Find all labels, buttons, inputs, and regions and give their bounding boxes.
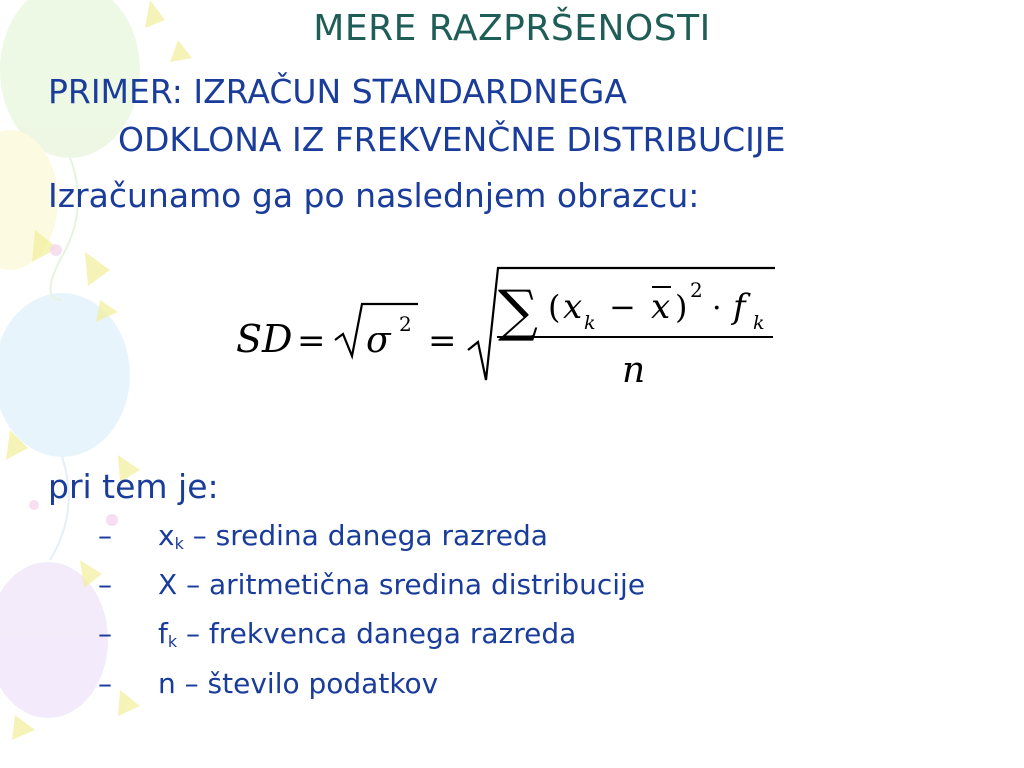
definition-symbol: x	[158, 519, 175, 552]
list-dash: –	[98, 667, 112, 700]
definition-symbol: X	[158, 568, 178, 601]
formula-minus: −	[609, 288, 636, 326]
formula-sigma-exponent: 2	[399, 312, 412, 336]
formula-square-exponent: 2	[690, 278, 703, 302]
formula-sigma: σ	[366, 320, 391, 361]
lead-text: Izračunamo ga po naslednjem obrazcu:	[48, 176, 700, 215]
heading-line-1: PRIMER: IZRAČUN STANDARDNEGA	[48, 72, 627, 111]
definition-text: – sredina danega razreda	[183, 519, 548, 552]
formula-dot: ·	[712, 291, 722, 326]
formula-sum: ∑	[498, 279, 538, 344]
slide-title: MERE RAZPRŠENOSTI	[313, 8, 711, 49]
formula-f-subscript: k	[753, 312, 765, 334]
formula-equals: =	[297, 321, 326, 361]
definition-text: – aritmetična sredina distribucije	[177, 568, 646, 601]
definition-subscript: k	[174, 534, 184, 553]
definition-text: – število podatkov	[175, 667, 439, 700]
formula-denominator: n	[622, 350, 646, 391]
formula-f: f	[733, 287, 746, 327]
formula-x-bar: x	[651, 287, 671, 327]
list-dash: –	[98, 519, 112, 552]
heading-line-2: ODKLONA IZ FREKVENČNE DISTRIBUCIJE	[118, 120, 786, 159]
formula-lhs: SD	[236, 317, 293, 361]
list-dash: –	[98, 568, 112, 601]
list-dash: –	[98, 617, 112, 650]
formula-close-paren: )	[675, 288, 688, 326]
definition-symbol: n	[158, 667, 176, 700]
definition-symbol: f	[158, 617, 168, 650]
formula-x: x	[563, 287, 583, 327]
formula-x-subscript: k	[584, 312, 596, 334]
formula-open-paren: (	[548, 288, 561, 326]
where-label: pri tem je:	[48, 467, 219, 506]
definition-text: – frekvenca danega razreda	[177, 617, 577, 650]
definition-subscript: k	[167, 632, 178, 651]
formula-equals: =	[428, 321, 457, 361]
